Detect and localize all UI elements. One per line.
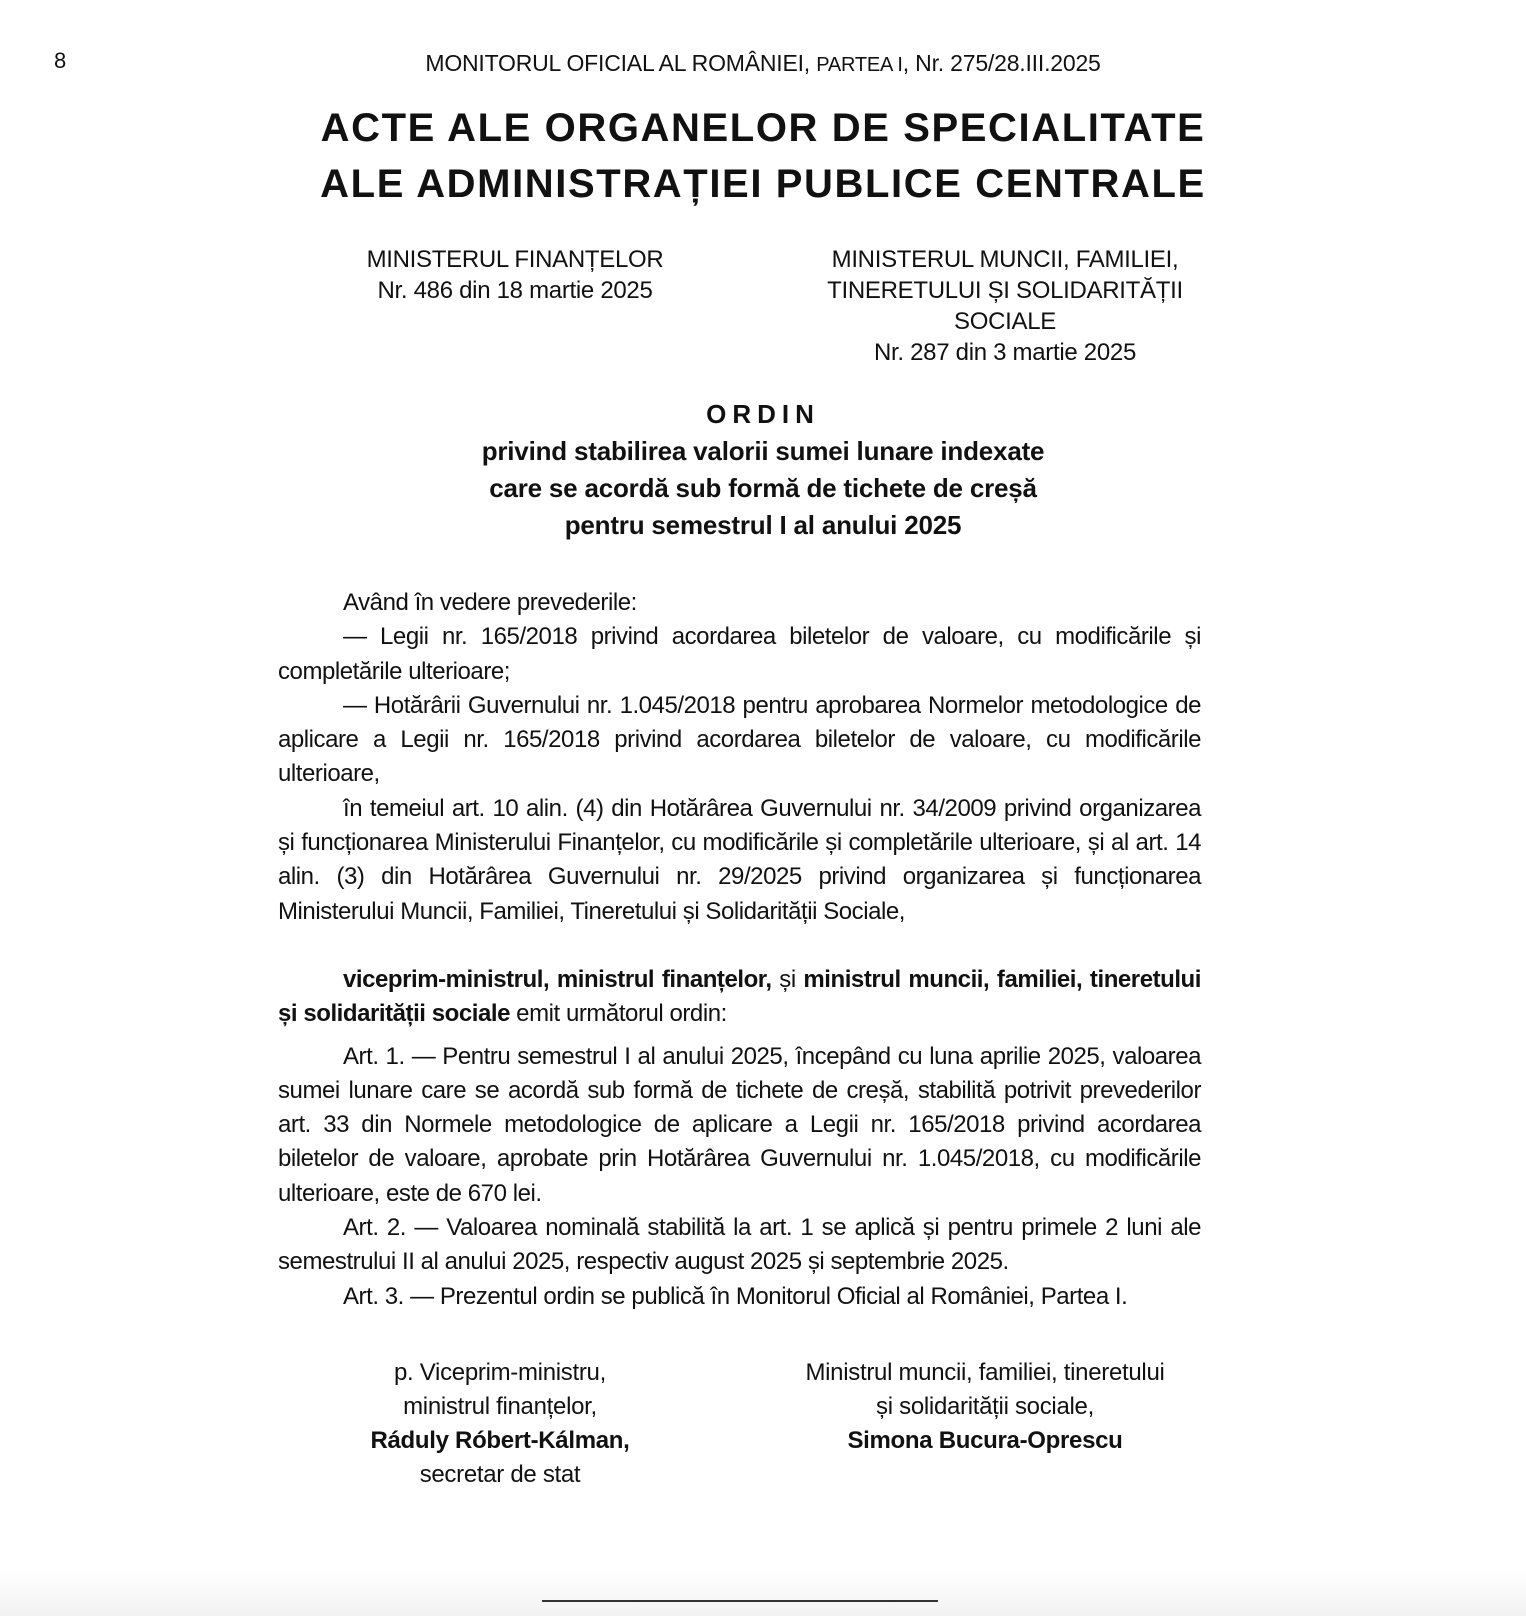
issuer-name: MINISTERUL FINANȚELOR xyxy=(366,246,664,273)
issuer-labour-ministry xyxy=(790,244,1220,368)
article-2: Art. 2. — Valoarea nominală stabilită la art. 1 se aplică și pentru primele 2 luni ale semestrului II al anului 2025, respectiv august 2025 și septembrie 2025. xyxy=(278,1214,1201,1276)
order-heading xyxy=(0,396,1526,544)
issuing-clause xyxy=(278,963,1201,1032)
issuer-name: SOCIALE xyxy=(954,308,1056,335)
signatory-role: și solidarității sociale, xyxy=(876,1393,1094,1420)
preamble-item: — Legii nr. 165/2018 privind acordarea biletelor de valoare, cu modificările și completările ulterioare; xyxy=(278,623,1201,685)
preamble-intro: Având în vedere prevederile: xyxy=(343,589,637,616)
section-title-line: ALE ADMINISTRAȚIEI PUBLICE CENTRALE xyxy=(320,162,1206,206)
order-title-line: pentru semestrul I al anului 2025 xyxy=(564,510,962,540)
page-bottom-shade xyxy=(0,1570,1526,1616)
order-title-line: care se acordă sub formă de tichete de creșă xyxy=(489,473,1037,503)
signatory-name: Ráduly Róbert-Kálman, xyxy=(370,1427,630,1454)
order-body xyxy=(278,586,1201,1314)
issuer-number: Nr. 486 din 18 martie 2025 xyxy=(377,277,653,304)
running-header xyxy=(0,50,1526,77)
order-title-line: privind stabilirea valorii sumei lunare indexate xyxy=(481,436,1045,466)
signature-right xyxy=(780,1356,1190,1458)
header-issue: , Nr. 275/28.III.2025 xyxy=(902,50,1101,76)
article-3: Art. 3. — Prezentul ordin se publică în Monitorul Oficial al României, Partea I. xyxy=(343,1282,1128,1310)
preamble-item: — Hotărârii Guvernului nr. 1.045/2018 pentru aprobarea Normelor metodologice de aplicare a Legii nr. 165/2018 privind acordarea biletelor de valoare, cu modificările ulterioare, xyxy=(278,691,1201,788)
conjunction: și xyxy=(771,965,804,993)
issuer-number: Nr. 287 din 3 martie 2025 xyxy=(874,339,1136,366)
issuer-name: TINERETULUI ȘI SOLIDARITĂȚII xyxy=(827,277,1183,304)
issuer-name: MINISTERUL MUNCII, FAMILIEI, xyxy=(831,246,1179,273)
clause-end: emit următorul ordin: xyxy=(509,1000,727,1028)
issuer-title: ministrul muncii, familiei, tineretului și solidarității sociale xyxy=(278,965,1201,1028)
signatory-role: ministrul finanțelor, xyxy=(403,1393,597,1420)
signatory-position: secretar de stat xyxy=(419,1461,581,1488)
section-title-line: ACTE ALE ORGANELOR DE SPECIALITATE xyxy=(320,106,1206,150)
legal-basis: în temeiul art. 10 alin. (4) din Hotărârea Guvernului nr. 34/2009 privind organizarea și funcționarea Ministerului Finanțelor, cu modificările și completările ulterioare, și al art. 14 alin. (3) din Hotărârea Guvernului nr. 29/2025 privind organizarea și funcționarea Ministerului Muncii, Familiei, Tineretului și Solidarității Sociale, xyxy=(278,794,1201,925)
header-publication: MONITORUL OFICIAL AL ROMÂNIEI, xyxy=(425,50,817,76)
article-1: Art. 1. — Pentru semestrul I al anului 2025, începând cu luna aprilie 2025, valoarea sumei lunare care se acordă sub formă de tichete de creșă, stabilită potrivit prevederilor art. 33 din Normele metodologice de aplicare a Legii nr. 165/2018 privind acordarea biletelor de valoare, aprobate prin Hotărârea Guvernului nr. 1.045/2018, cu modificările ulterioare, este de 670 lei. xyxy=(278,1042,1201,1207)
signatory-role: Ministrul muncii, familiei, tineretului xyxy=(805,1359,1165,1386)
signature-left xyxy=(330,1356,670,1492)
separator-rule xyxy=(542,1600,938,1602)
issuer-title: viceprim-ministrul, ministrul finanțelor, xyxy=(343,965,772,993)
page-number: 8 xyxy=(54,48,67,73)
issuer-finance-ministry xyxy=(330,244,700,306)
signatory-role: p. Viceprim-ministru, xyxy=(394,1359,606,1386)
signatory-name: Simona Bucura-Oprescu xyxy=(847,1427,1123,1454)
order-word: ORDIN xyxy=(706,399,820,429)
section-title xyxy=(0,100,1526,212)
header-part: PARTEA I xyxy=(816,54,903,76)
